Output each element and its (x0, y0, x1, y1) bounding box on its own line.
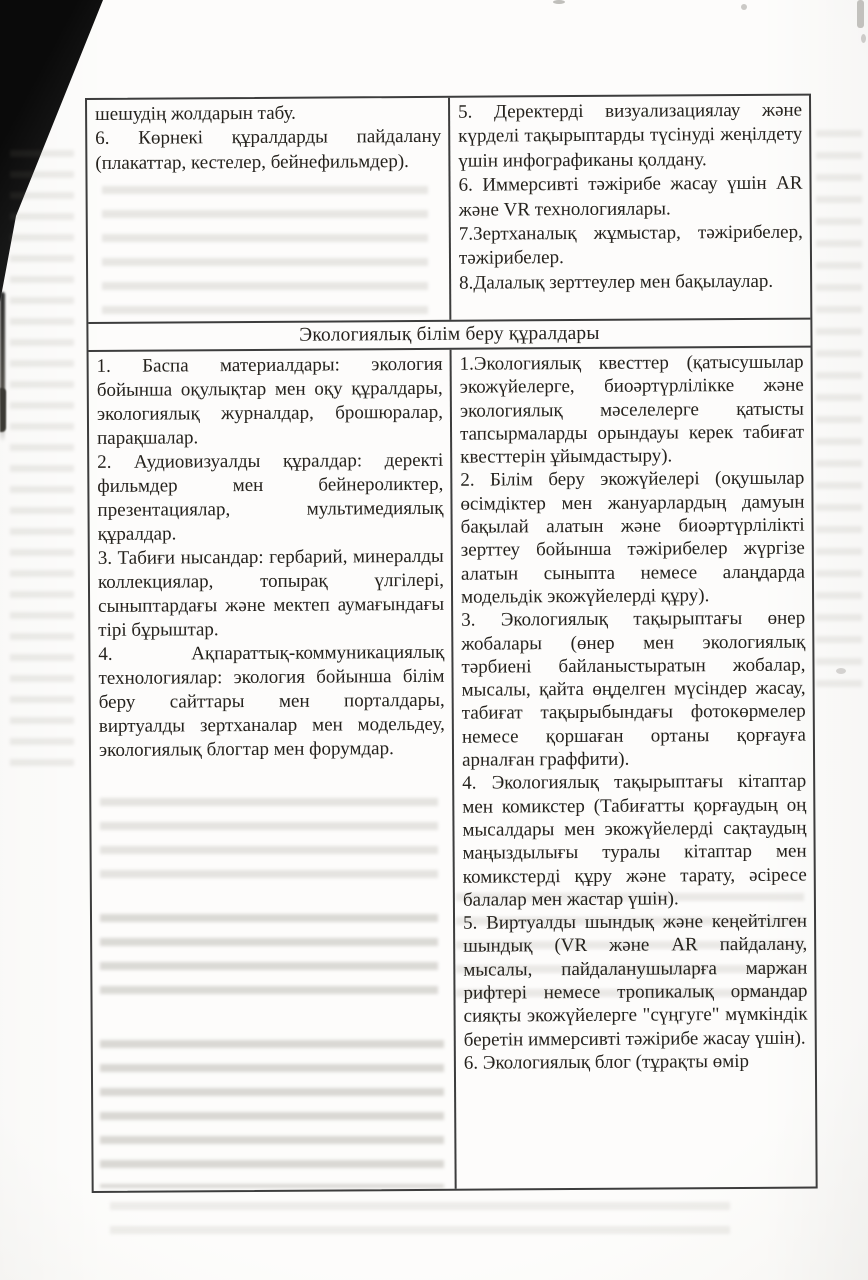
list-item: 8.Далалық зерттеулер мен бақылаулар. (459, 270, 774, 294)
photo-edge-speck (0, 388, 6, 432)
list-item: 2. Білім беру экожүйелері (оқушылар өсімдіктер мен жануарлардың дамуын бақылай алатын және биоәртүрлілікті зерттеу бойынша тәжірибелер жүргізе алатын сыныпта немесе алаңдарда модельдік экожүйелерді құру). (460, 468, 805, 608)
table-row-continuation (87, 96, 810, 322)
list-item: 4. Экологиялық тақырыптағы кітаптар мен комикстер (Табиғатты қорғаудың оң мысалдары мен экожүйелерді сақтаудың маңыздылығы туралы кітаптар мен комикстерді құру және тарату, әсіресе балалар мен жастар үшін). (462, 770, 807, 911)
scan-speck (836, 668, 846, 674)
list-item: 1. Баспа материалдары: экология бойынша оқулықтар мен оқу құралдары, экологиялық журналдар, брошюралар, парақшалар. (96, 353, 443, 449)
bleedthrough-text (110, 1202, 730, 1248)
ecology-education-tools-table (85, 94, 818, 1193)
bleedthrough-text (10, 150, 74, 770)
list-item: 6. Көрнекі құралдарды пайдалану (плакаттар, кестелер, бейнефильмдер). (95, 126, 442, 174)
scan-speck (553, 0, 565, 4)
scan-speck (857, 0, 864, 28)
bleedthrough-text (816, 130, 862, 690)
list-item: 7.Зертханалық жұмыстар, тәжірибелер, тәжірибелер. (458, 221, 803, 270)
section-header-text: Экологиялық білім беру құралдары (299, 322, 600, 346)
cell-visual-methods-left (87, 98, 451, 322)
list-item: 6. Экологиялық блог (тұрақты өмір (463, 1050, 750, 1074)
list-item: шешудің жолдарын табу. (95, 102, 296, 125)
cell-traditional-tools (89, 350, 457, 1191)
list-item: 3. Экологиялық тақырыптағы өнер жобалары (өнер мен экологиялық тәрбиені байланыстыратын жобалар, мысалы, қайта өңделген мүсіндер жасау, табиғат тақырыбындағы фотокөрмелер немесе қоршаған ортаны қорғауға арналған граффити). (461, 607, 806, 771)
list-item: 4. Ақпараттық-коммуникациялық технологиялар: экология бойынша білім беру сайттары мен порталдары, виртуалды зертханалар мен модельдеу, экологиялық блогтар мен форумдар. (98, 641, 445, 761)
list-item: 5. Деректерді визуализациялау және күрделі тақырыптарды түсінуді жеңілдету үшін инфографиканы қолдану. (458, 99, 803, 172)
scan-speck (741, 4, 747, 10)
list-item: 1.Экологиялық квесттер (қатысушылар экожүйелерге, биоәртүрлілікке және экологиялық мәселелерге қатысты тапсырмаларды орындауы керек табиғат квесттерін ұйымдастыру). (459, 351, 805, 468)
table-section-header (88, 318, 810, 352)
cell-visual-methods-right (450, 96, 810, 320)
list-item: 2. Аудиовизуалды құралдар: деректі фильмдер мен бейнероликтер, презентациялар, мультимедиялық құралдар. (97, 449, 444, 545)
list-item: 5. Виртуалды шындық және кеңейтілген шындық (VR және AR пайдалану, мысалы, пайдаланушыларға маржан рифтері немесе тропикалық ормандар сияқты экожүйелерге "сүңгуге" мүмкіндік беретін иммерсивті тәжірибе жасау үшін). (462, 910, 808, 1051)
scan-speck (861, 34, 866, 43)
list-item: 3. Табиғи нысандар: гербарий, минералды коллекциялар, топырақ үлгілері, сыныптардағы және мектеп аумағындағы тірі бұрыштар. (97, 545, 445, 641)
table-row-tools (89, 348, 816, 1191)
cell-innovative-tools (452, 348, 816, 1189)
list-item: 6. Иммерсивті тәжірибе жасау үшін AR және VR технологиялары. (458, 172, 803, 221)
